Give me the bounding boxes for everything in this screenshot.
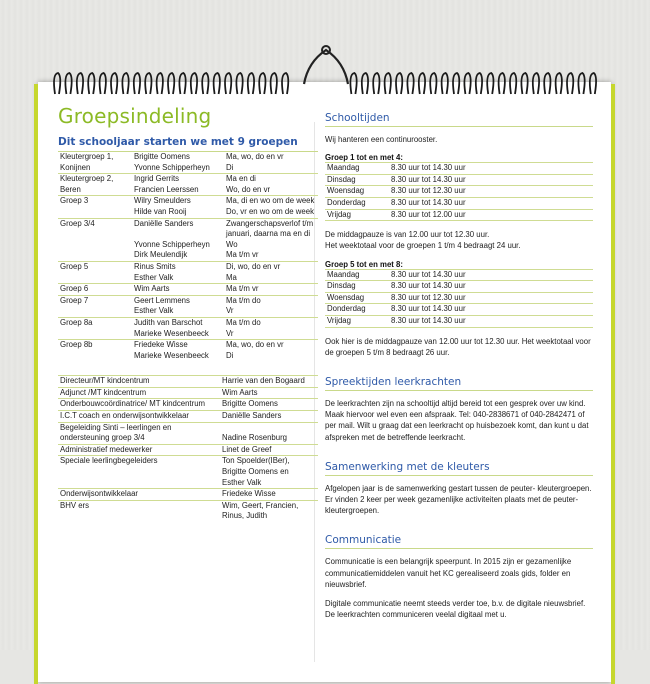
staff-row [58, 399, 318, 411]
time-row [325, 292, 593, 304]
teacher-days: Di, wo, do en vr [224, 261, 318, 272]
group1-4-title: Groep 1 tot en met 4: [325, 153, 403, 163]
binding-ring [442, 73, 448, 94]
staff-person: Brigitte Oomens [220, 399, 318, 411]
day-name: Vrijdag [325, 315, 389, 327]
time-range: 8.30 uur tot 14.30 uur [389, 269, 593, 281]
teacher-days: Wo, do en vr [226, 184, 271, 194]
group-name [58, 306, 132, 317]
teacher-name: Marieke Wesenbeeck [134, 328, 209, 338]
binding-ring [362, 73, 368, 94]
staff-person: Wim Aarts [220, 387, 318, 399]
teacher-days: Ma, wo, do en vr [224, 340, 318, 351]
teacher-days: Zwangerschapsverlof t/m [224, 218, 318, 229]
group1-4-note2: Het weektotaal voor de groepen 1 t/m 4 bedraagt 24 uur. [325, 241, 521, 251]
binding-ring [464, 73, 470, 94]
staff-row [58, 444, 318, 456]
teacher-name: Yvonne Schipperheyn [134, 239, 210, 249]
staff-row [58, 467, 318, 478]
teacher-days: Ma t/m vr [224, 284, 318, 296]
group-name [58, 329, 132, 340]
group-row [58, 174, 318, 185]
binding-ring [453, 73, 459, 94]
binding-ring [271, 73, 277, 94]
binding-ring [236, 73, 242, 94]
staff-row [58, 478, 318, 489]
binding-ring [396, 73, 402, 94]
staff-role [58, 511, 220, 522]
page-title: Groepsindeling [58, 104, 212, 128]
groups-table [58, 152, 318, 361]
time-range: 8.30 uur tot 14.30 uur [389, 174, 593, 186]
binding-ring [521, 73, 527, 94]
staff-person: Brigitte Oomens en [222, 467, 289, 477]
time-row [325, 174, 593, 186]
staff-role: Administratief medewerker [58, 444, 220, 456]
time-row [325, 163, 593, 175]
binding-ring [191, 73, 197, 94]
staff-role: I.C.T coach en onderwijsontwikkelaar [58, 411, 220, 423]
group-row [58, 317, 318, 328]
day-name: Vrijdag [325, 209, 389, 221]
teacher-name: Daniëlle Sanders [132, 218, 224, 229]
binding-ring [430, 73, 436, 94]
binding-ring [77, 73, 83, 94]
time-range: 8.30 uur tot 12.30 uur [389, 186, 593, 198]
binding-ring [157, 73, 163, 94]
staff-person: Friedeke Wisse [220, 489, 318, 501]
teacher-days: Vr [226, 306, 234, 316]
day-name: Dinsdag [325, 281, 389, 293]
group-name [58, 207, 132, 218]
group-row [58, 261, 318, 272]
time-row [325, 209, 593, 221]
teacher-days: Ma, di en wo om de week [224, 196, 318, 207]
staff-role: Directeur/MT kindcentrum [60, 376, 150, 386]
teacher-name: Hilde van Rooij [134, 206, 187, 216]
binding-ring [544, 73, 550, 94]
group-name: Kleutergroep 2, [58, 174, 132, 185]
time-row [325, 304, 593, 316]
teacher-name: Dirk Meulendijk [134, 250, 188, 260]
day-name: Maandag [325, 163, 389, 175]
staff-person: Linet de Greef [220, 444, 318, 456]
staff-role: BHV ers [58, 500, 220, 511]
group5-8-title: Groep 5 tot en met 8: [325, 259, 403, 269]
time-range: 8.30 uur tot 14.30 uur [389, 197, 593, 209]
group-name: Groep 8b [58, 340, 132, 351]
group-name [58, 351, 132, 362]
binding-ring [476, 73, 482, 94]
binding-ring [567, 73, 573, 94]
teacher-name: Geert Lemmens [132, 295, 224, 306]
staff-row [58, 411, 318, 423]
group-name [58, 240, 132, 251]
binding-ring [214, 73, 220, 94]
staff-row [58, 511, 318, 522]
teacher-name: Judith van Barschot [132, 317, 224, 328]
teacher-days: Do, vr en wo om de week [226, 206, 314, 216]
time-range: 8.30 uur tot 14.30 uur [389, 163, 593, 175]
calendar-page [38, 82, 611, 682]
staff-role: Onderwijsontwikkelaar [58, 489, 220, 501]
group-row [58, 218, 318, 229]
binding-ring [578, 73, 584, 94]
staff-person: Wim, Geert, Francien, [220, 500, 318, 511]
teacher-days: januari, daarna ma en di [226, 229, 311, 239]
samenwerking-heading: Samenwerking met de kleuters [325, 461, 593, 476]
group-name: Groep 8a [58, 317, 132, 328]
group1-4-note1: De middagpauze is van 12.00 uur tot 12.30 uur. [325, 230, 490, 240]
group-name: Kleutergroep 1, [60, 152, 114, 161]
staff-row [58, 489, 318, 501]
binding-ring [510, 73, 516, 94]
teacher-name: Wim Aarts [132, 284, 224, 296]
staff-person: Harrie van den Bogaard [222, 376, 305, 386]
staff-person: Nadine Rosenburg [222, 433, 288, 443]
group-row [58, 306, 318, 317]
staff-person: Esther Valk [222, 477, 262, 487]
left-column [58, 104, 318, 522]
binding-ring [134, 73, 140, 94]
binding-ring [88, 73, 94, 94]
group-name [58, 229, 132, 240]
teacher-name: Esther Valk [134, 306, 174, 316]
day-name: Dinsdag [325, 174, 389, 186]
teacher-days: Ma [226, 272, 237, 282]
group-row [58, 284, 318, 296]
staff-person [220, 422, 318, 433]
staff-person: Rinus, Judith [222, 511, 268, 521]
binding-ring [145, 73, 151, 94]
teacher-days: Di [226, 350, 234, 360]
group-row [58, 229, 318, 240]
time-range: 8.30 uur tot 12.30 uur [389, 292, 593, 304]
day-name: Donderdag [325, 197, 389, 209]
spreektijden-heading: Spreektijden leerkrachten [325, 376, 593, 391]
binding-ring [487, 73, 493, 94]
staff-person: Ton Spoelder(IBer), [220, 456, 318, 467]
binding-ring [248, 73, 254, 94]
wall-hook [296, 40, 356, 90]
binding-ring [65, 73, 71, 94]
teacher-name: Ingrid Gerrits [132, 174, 224, 185]
time-range: 8.30 uur tot 14.30 uur [389, 304, 593, 316]
teacher-name: Rinus Smits [132, 261, 224, 272]
teacher-name: Brigitte Oomens [134, 152, 190, 161]
time-range: 8.30 uur tot 12.00 uur [389, 209, 593, 221]
group-name [58, 273, 132, 284]
binding-ring [407, 73, 413, 94]
group-name: Groep 7 [58, 295, 132, 306]
group-row [58, 250, 318, 261]
group-row [58, 163, 318, 174]
samenwerking-text: Afgelopen jaar is de samenwerking gestart tussen de peuter- kleutergroepen. Er vinden 2 keer per week gezamenlijke activiteiten plaats met de peuter-kleutergroepen. [325, 483, 592, 516]
staff-role: ondersteuning groep 3/4 [60, 433, 145, 443]
group-row [58, 329, 318, 340]
teacher-name: Francien Leerssen [134, 184, 199, 194]
staff-row [58, 433, 318, 444]
staff-row [58, 456, 318, 467]
binding-ring [225, 73, 231, 94]
teacher-days: Ma en di [224, 174, 318, 185]
groups-subtitle: Dit schooljaar starten we met 9 groepen [58, 136, 318, 152]
time-range: 8.30 uur tot 14.30 uur [389, 315, 593, 327]
staff-role: Onderbouwcoördinatrice/ MT kindcentrum [58, 399, 220, 411]
day-name: Donderdag [325, 304, 389, 316]
staff-role [58, 478, 220, 489]
binding-ring [499, 73, 505, 94]
time-range: 8.30 uur tot 14.30 uur [389, 281, 593, 293]
day-name: Woensdag [325, 292, 389, 304]
teacher-name [132, 229, 224, 240]
teacher-name: Marieke Wesenbeeck [134, 350, 209, 360]
binding-ring [590, 73, 596, 94]
staff-role: Begeleiding Sinti – leerlingen en [58, 422, 220, 433]
communicatie-text1: Communicatie is een belangrijk speerpunt. In 2015 zijn er gezamenlijke communicatiemiddelen vanuit het KC gerealiseerd zoals gids, folder en nieuwsbrief. [325, 557, 572, 589]
teacher-days: Ma t/m do [224, 295, 318, 306]
binding-ring [556, 73, 562, 94]
teacher-name: Wilry Smeulders [132, 196, 224, 207]
group5-8-note: Ook hier is de middagpauze van 12.00 uur tot 12.30 uur. Het weektotaal voor de groepen 5 t/m 8 bedraagt 26 uur. [325, 336, 591, 357]
schooltijden-heading: Schooltijden [325, 112, 593, 127]
group-name: Groep 5 [58, 261, 132, 272]
binding-ring [54, 73, 60, 94]
teacher-days: Ma, wo, do en vr [226, 152, 284, 161]
teacher-name: Esther Valk [134, 272, 174, 282]
staff-role: Speciale leerlingbegeleiders [58, 456, 220, 467]
day-name: Woensdag [325, 186, 389, 198]
group-name: Groep 3/4 [58, 218, 132, 229]
group-row [58, 351, 318, 362]
staff-row [58, 376, 318, 388]
time-row [325, 269, 593, 281]
binding-ring [168, 73, 174, 94]
binding-ring [202, 73, 208, 94]
day-name: Maandag [325, 269, 389, 281]
binding-ring [259, 73, 265, 94]
binding-ring [282, 73, 288, 94]
teacher-days: Di [226, 162, 234, 172]
group-row [58, 185, 318, 196]
binding-ring [385, 73, 391, 94]
group-row [58, 207, 318, 218]
group-row [58, 152, 318, 163]
time-row [325, 186, 593, 198]
group-row [58, 340, 318, 351]
group-row [58, 196, 318, 207]
teacher-days: Vr [226, 328, 234, 338]
binding-ring [111, 73, 117, 94]
group-name [58, 250, 132, 261]
teacher-name: Friedeke Wisse [132, 340, 224, 351]
communicatie-text2: Digitale communicatie neemt steeds verder toe, b.v. de digitale nieuwsbrief. De leerkrachten communiceren veelal digitaal met u. [325, 598, 586, 620]
group-name: Beren [60, 184, 81, 194]
right-column [325, 112, 593, 620]
binding-ring [373, 73, 379, 94]
group1-4-times [325, 162, 593, 221]
time-row [325, 315, 593, 327]
time-row [325, 281, 593, 293]
time-row [325, 197, 593, 209]
spreektijden-text: De leerkrachten zijn na schooltijd altijd bereid tot een gesprek over uw kind. Maak hiervoor wel even een afspraak. Tel: 040-2838671 of 040-2842471 of per mail. Wilt u graag dat een leerkracht op huisbezoek komt, dan kunt u dat afspreken met de betreffende leerkracht. [325, 398, 589, 442]
group-row [58, 295, 318, 306]
staff-row [58, 387, 318, 399]
teacher-days: Wo [226, 239, 238, 249]
staff-table [58, 375, 318, 522]
staff-role [58, 467, 220, 478]
staff-row [58, 500, 318, 511]
staff-row [58, 422, 318, 433]
group-row [58, 240, 318, 251]
binding-ring [122, 73, 128, 94]
group-name: Konijnen [60, 162, 91, 172]
binding-ring [419, 73, 425, 94]
staff-person: Daniëlle Sanders [220, 411, 318, 423]
binding-ring [100, 73, 106, 94]
binding-ring [179, 73, 185, 94]
group-name: Groep 6 [58, 284, 132, 296]
group5-8-times [325, 269, 593, 328]
teacher-days: Ma t/m do [224, 317, 318, 328]
schooltijden-intro: Wij hanteren een continurooster. [325, 135, 438, 144]
staff-role: Adjunct /MT kindcentrum [58, 387, 220, 399]
teacher-name: Yvonne Schipperheyn [134, 162, 210, 172]
communicatie-heading: Communicatie [325, 534, 593, 549]
group-row [58, 273, 318, 284]
teacher-days: Ma t/m vr [226, 250, 259, 260]
group-name: Groep 3 [58, 196, 132, 207]
binding-ring [533, 73, 539, 94]
